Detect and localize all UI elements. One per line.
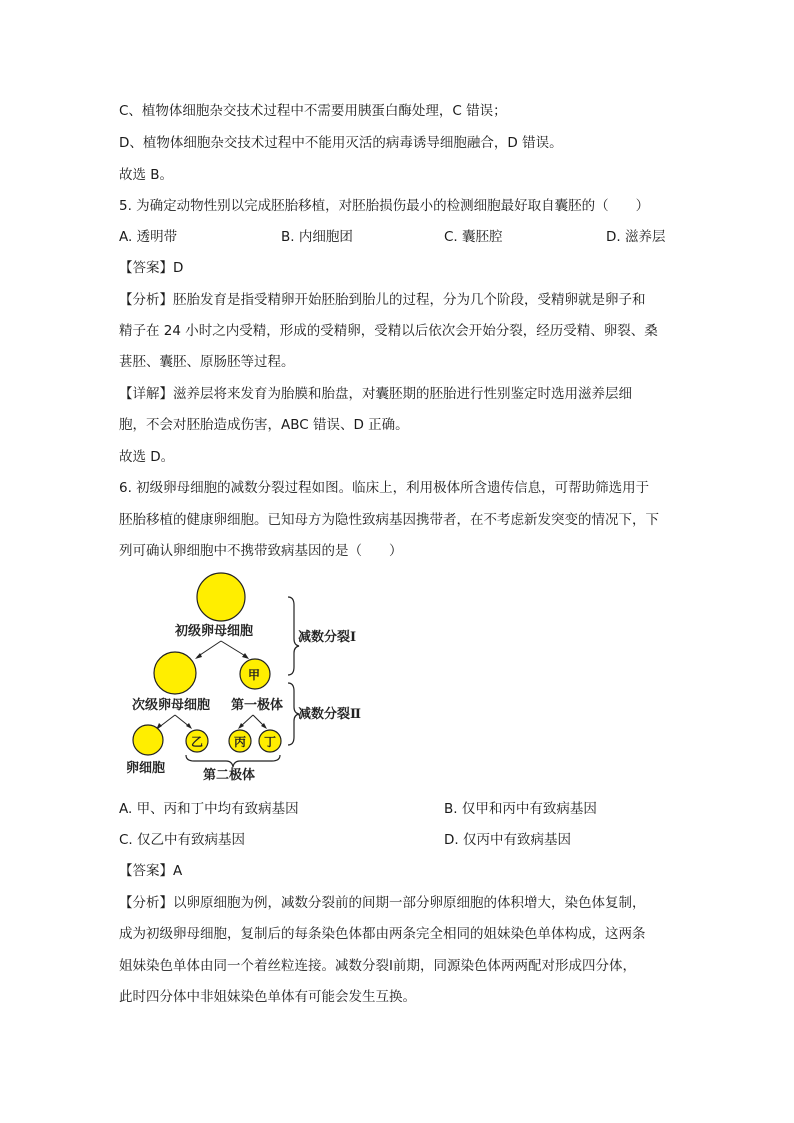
- meiosis-1-label: 减数分裂Ⅰ: [298, 630, 357, 645]
- q5-option-a: A. 透明带: [119, 229, 178, 245]
- yi-label: 乙: [191, 735, 204, 749]
- bing-label: 丙: [234, 735, 247, 749]
- jia-label: 甲: [248, 668, 261, 682]
- meiosis-2-label: 减数分裂Ⅱ: [298, 707, 361, 722]
- text-line: C、植物体细胞杂交技术过程中不需要用胰蛋白酶处理，C 错误；: [119, 103, 507, 119]
- meiosis-diagram: [120, 565, 380, 785]
- second-polar-body-label: 第二极体: [203, 768, 256, 783]
- question-6-stem: 6. 初级卵母细胞的减数分裂过程如图。临床上，利用极体所含遗传信息，可帮助筛选用于: [119, 480, 650, 496]
- question-5-stem: 5. 为确定动物性别以完成胚胎移植，对胚胎损伤最小的检测细胞最好取自囊胚的（ ）: [119, 198, 650, 214]
- text-line: 【分析】胚胎发育是指受精卵开始胚胎到胎儿的过程，分为几个阶段，受精卵就是卵子和: [119, 292, 646, 308]
- text-line: 成为初级卵母细胞，复制后的每条染色体都由两条完全相同的姐妹染色单体构成，这两条: [119, 926, 646, 942]
- text-line: 胞，不会对胚胎造成伤害，ABC 错误、D 正确。: [119, 417, 409, 433]
- text-line: 列可确认卵细胞中不携带致病基因的是（ ）: [119, 543, 403, 559]
- q5-option-b: B. 内细胞团: [281, 229, 353, 245]
- text-line: 胚胎移植的健康卵细胞。已知母方为隐性致病基因携带者，在不考虑新发突变的情况下，下: [119, 512, 659, 528]
- ding-label: 丁: [264, 735, 277, 749]
- text-line: 故选 B。: [119, 167, 174, 183]
- egg-cell: [133, 725, 163, 755]
- text-line: 【分析】以卵原细胞为例，减数分裂前的间期一部分卵原细胞的体积增大，染色体复制，: [119, 895, 646, 911]
- secondary-oocyte-cell: [154, 652, 196, 694]
- q6-answer: 【答案】A: [119, 863, 183, 879]
- text-line: 姐妹染色单体由同一个着丝粒连接。减数分裂Ⅰ前期，同源染色体两两配对形成四分体，: [119, 958, 636, 974]
- text-line: 故选 D。: [119, 449, 175, 465]
- text-line: D、植物体细胞杂交技术过程中不能用灭活的病毒诱导细胞融合，D 错误。: [119, 135, 563, 151]
- q5-option-c: C. 囊胚腔: [444, 229, 503, 245]
- q6-option-b: B. 仅甲和丙中有致病基因: [444, 801, 597, 817]
- text-line: 此时四分体中非姐妹染色单体有可能会发生互换。: [119, 989, 416, 1005]
- q5-option-d: D. 滋养层: [606, 229, 666, 245]
- egg-cell-label: 卵细胞: [126, 761, 166, 776]
- q6-option-a: A. 甲、丙和丁中均有致病基因: [119, 801, 299, 817]
- q6-option-d: D. 仅丙中有致病基因: [444, 832, 571, 848]
- primary-oocyte-cell: [197, 573, 245, 621]
- primary-oocyte-label: 初级卵母细胞: [175, 624, 254, 639]
- q5-answer: 【答案】D: [119, 260, 184, 276]
- second-polar-body-brace: [186, 755, 280, 767]
- text-line: 精子在 24 小时之内受精，形成的受精卵，受精以后依次会开始分裂，经历受精、卵裂、桑: [119, 323, 658, 339]
- q6-option-c: C. 仅乙中有致病基因: [119, 832, 246, 848]
- text-line: 葚胚、囊胚、原肠胚等过程。: [119, 354, 295, 370]
- secondary-oocyte-label: 次级卵母细胞: [132, 698, 211, 713]
- first-polar-body-label: 第一极体: [231, 698, 284, 713]
- text-line: 【详解】滋养层将来发育为胎膜和胎盘，对囊胚期的胚胎进行性别鉴定时选用滋养层细: [119, 386, 632, 402]
